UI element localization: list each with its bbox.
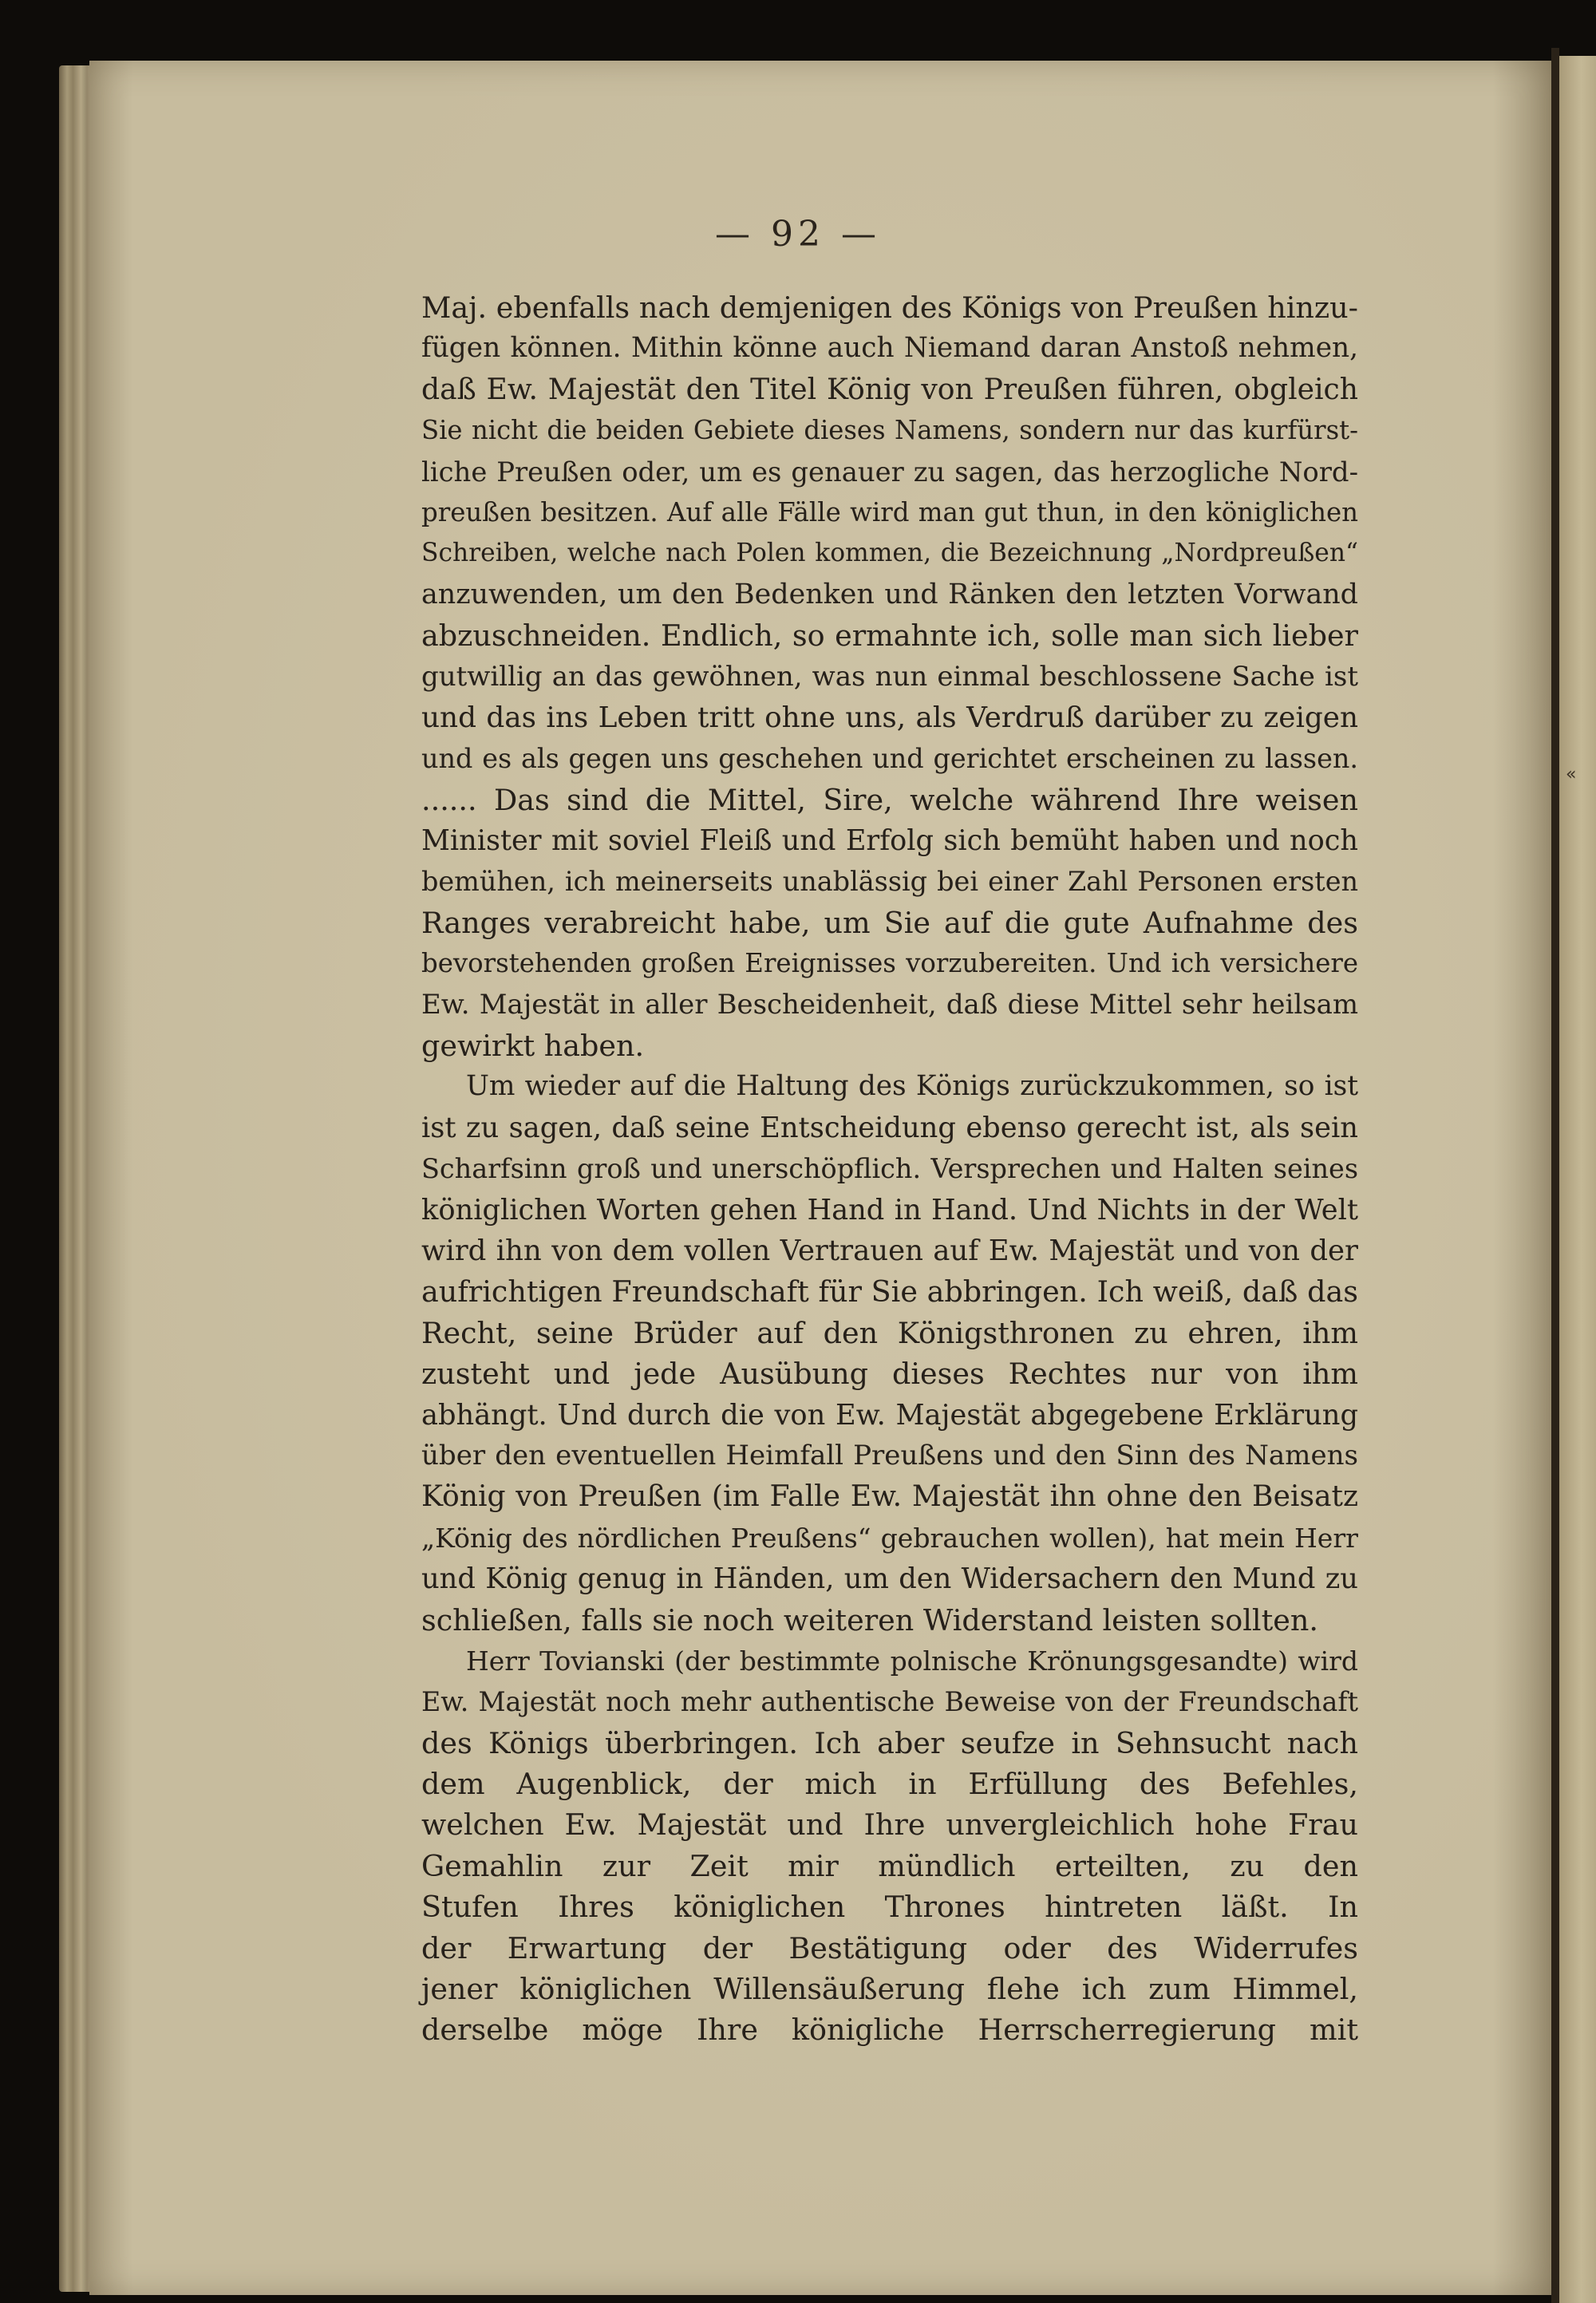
- text-line: Sie nicht die beiden Gebiete dieses Namens, sondern nur das kurfürst-: [421, 415, 1358, 446]
- text-line: und es als gegen uns geschehen und gerichtet erscheinen zu lassen.: [421, 743, 1358, 775]
- text-line: König von Preußen (im Falle Ew. Majestät ihn ohne den Beisatz: [421, 1479, 1358, 1514]
- text-line: der Erwartung der Bestätigung oder des Widerrufes: [421, 1930, 1358, 1965]
- text-line: ist zu sagen, daß seine Entscheidung ebenso gerecht ist, als sein: [421, 1111, 1358, 1144]
- text-line: und König genug in Händen, um den Widersachern den Mund zu: [421, 1562, 1358, 1596]
- text-line: gutwillig an das gewöhnen, was nun einmal beschlossene Sache ist: [421, 660, 1358, 693]
- text-line: Scharfsinn groß und unerschöpflich. Versprechen und Halten seines: [421, 1153, 1358, 1185]
- text-line: Herr Tovianski (der bestimmte polnische Krönungsgesandte) wird: [466, 1645, 1358, 1677]
- text-line: zusteht und jede Ausübung dieses Rechtes nur von ihm: [421, 1357, 1358, 1392]
- body-text: [421, 287, 1358, 2051]
- text-line: wird ihn von dem vollen Vertrauen auf Ew. Majestät und von der: [421, 1234, 1358, 1267]
- text-line: daß Ew. Majestät den Titel König von Preußen führen, obgleich: [421, 372, 1358, 406]
- text-line: Gemahlin zur Zeit mir mündlich erteilten, zu den: [421, 1848, 1358, 1883]
- text-line: fügen können. Mithin könne auch Niemand daran Anstoß nehmen,: [421, 332, 1358, 365]
- text-line: preußen besitzen. Auf alle Fälle wird man gut thun, in den königlichen: [421, 496, 1358, 527]
- text-line: Stufen Ihres königlichen Thrones hintreten läßt. In: [421, 1890, 1358, 1925]
- text-line: Um wieder auf die Haltung des Königs zurückzukommen, so ist: [466, 1070, 1358, 1103]
- text-line: königlichen Worten gehen Hand in Hand. Und Nichts in der Welt: [421, 1193, 1358, 1227]
- margin-mark: «: [1566, 764, 1577, 784]
- text-line: bevorstehenden großen Ereignisses vorzubereiten. Und ich versichere: [421, 948, 1358, 979]
- text-line: Recht, seine Brüder auf den Königsthronen zu ehren, ihm: [421, 1315, 1358, 1350]
- text-line: dem Augenblick, der mich in Erfüllung des Befehles,: [421, 1767, 1358, 1802]
- page-number: — 92 —: [715, 214, 881, 255]
- text-line: über den eventuellen Heimfall Preußens und den Sinn des Namens: [421, 1439, 1358, 1471]
- text-line: abhängt. Und durch die von Ew. Majestät abgegebene Erklärung: [421, 1398, 1358, 1432]
- facing-page-edge: [1559, 56, 1596, 2303]
- text-line: Ew. Majestät in aller Bescheidenheit, daß diese Mittel sehr heilsam: [421, 989, 1358, 1021]
- text-line: Schreiben, welche nach Polen kommen, die Bezeichnung „Nordpreußen“: [421, 539, 1358, 568]
- text-line: bemühen, ich meinerseits unablässig bei einer Zahl Personen ersten: [421, 866, 1358, 898]
- text-line: jener königlichen Willensäußerung flehe ich zum Himmel,: [421, 1972, 1358, 2007]
- text-line: und das ins Leben tritt ohne uns, als Verdruß darüber zu zeigen: [421, 701, 1358, 734]
- text-line: schließen, falls sie noch weiteren Widerstand leisten sollten.: [421, 1602, 1318, 1637]
- text-line: anzuwenden, um den Bedenken und Ränken den letzten Vorwand: [421, 578, 1358, 610]
- text-line: Maj. ebenfalls nach demjenigen des Königs von Preußen hinzu-: [421, 290, 1358, 325]
- text-line: derselbe möge Ihre königliche Herrscherregierung mit: [421, 2013, 1358, 2048]
- text-line: abzuschneiden. Endlich, so ermahnte ich, solle man sich lieber: [421, 618, 1358, 654]
- text-line: Ranges verabreicht habe, um Sie auf die gute Aufnahme des: [421, 905, 1358, 940]
- text-line: „König des nördlichen Preußens“ gebrauchen wollen), hat mein Herr: [421, 1522, 1358, 1554]
- text-line: Minister mit soviel Fleiß und Erfolg sich bemüht haben und noch: [421, 824, 1358, 858]
- text-line: Ew. Majestät noch mehr authentische Beweise von der Freundschaft: [421, 1686, 1358, 1718]
- text-line: des Königs überbringen. Ich aber seufze in Sehnsucht nach: [421, 1725, 1358, 1760]
- text-line: ...... Das sind die Mittel, Sire, welche während Ihre weisen: [421, 782, 1358, 817]
- book-gutter: [1551, 48, 1559, 2303]
- text-line: welchen Ew. Majestät und Ihre unvergleichlich hohe Frau: [421, 1807, 1358, 1843]
- text-line: gewirkt haben.: [421, 1029, 645, 1064]
- text-line: liche Preußen oder, um es genauer zu sagen, das herzogliche Nord-: [421, 456, 1358, 488]
- text-line: aufrichtigen Freundschaft für Sie abbringen. Ich weiß, daß das: [421, 1274, 1358, 1310]
